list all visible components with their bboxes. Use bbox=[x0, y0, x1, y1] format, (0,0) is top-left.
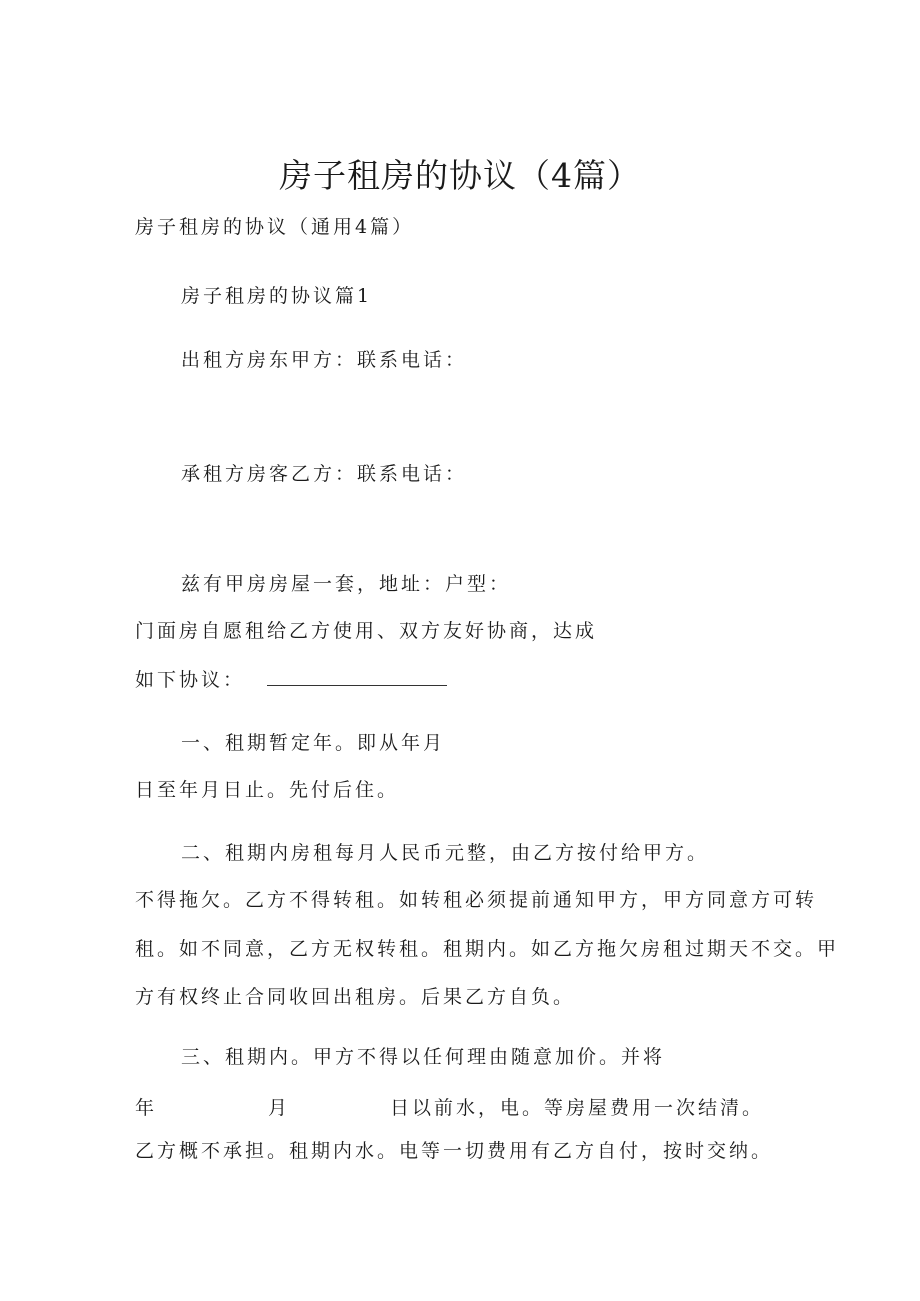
house-paragraph-line-1: 兹有甲房房屋一套，地址：户型： bbox=[181, 573, 512, 595]
clause-2-line-1: 二、租期内房租每月人民币元整，由乙方按付给甲方。 bbox=[181, 842, 710, 864]
clause-3-rest: 日以前水，电。等房屋费用一次结清。 bbox=[390, 1097, 765, 1119]
clause-2-line-3: 租。如不同意，乙方无权转租。租期内。如乙方拖欠房租过期天不交。甲 bbox=[135, 938, 840, 960]
section-heading: 房子租房的协议篇1 bbox=[181, 285, 373, 307]
clause-2-line-2: 不得拖欠。乙方不得转租。如转租必须提前通知甲方，甲方同意方可转 bbox=[135, 889, 818, 911]
clause-3-month: 月 bbox=[268, 1097, 291, 1119]
document-title: 房子租房的协议（4篇） bbox=[279, 156, 641, 195]
house-paragraph-line-3 bbox=[135, 668, 447, 692]
document-subtitle: 房子租房的协议（通用4篇） bbox=[135, 216, 415, 238]
clause-3-line-1: 三、租期内。甲方不得以任何理由随意加价。并将 bbox=[181, 1046, 666, 1068]
agreement-label: 如下协议： bbox=[135, 669, 246, 691]
clause-3-year: 年 bbox=[135, 1097, 158, 1119]
clause-3-line-3: 乙方概不承担。租期内水。电等一切费用有乙方自付，按时交纳。 bbox=[135, 1140, 774, 1162]
clause-1-line-2: 日至年月日止。先付后住。 bbox=[135, 779, 400, 801]
lessee-line: 承租方房客乙方：联系电话： bbox=[181, 463, 468, 485]
blank-underline bbox=[267, 669, 447, 686]
house-paragraph-line-2: 门面房自愿租给乙方使用、双方友好协商，达成 bbox=[135, 620, 598, 642]
lessor-line: 出租方房东甲方：联系电话： bbox=[181, 349, 468, 371]
clause-1-line-1: 一、租期暂定年。即从年月 bbox=[181, 732, 446, 754]
clause-2-line-4: 方有权终止合同收回出租房。后果乙方自负。 bbox=[135, 986, 576, 1008]
